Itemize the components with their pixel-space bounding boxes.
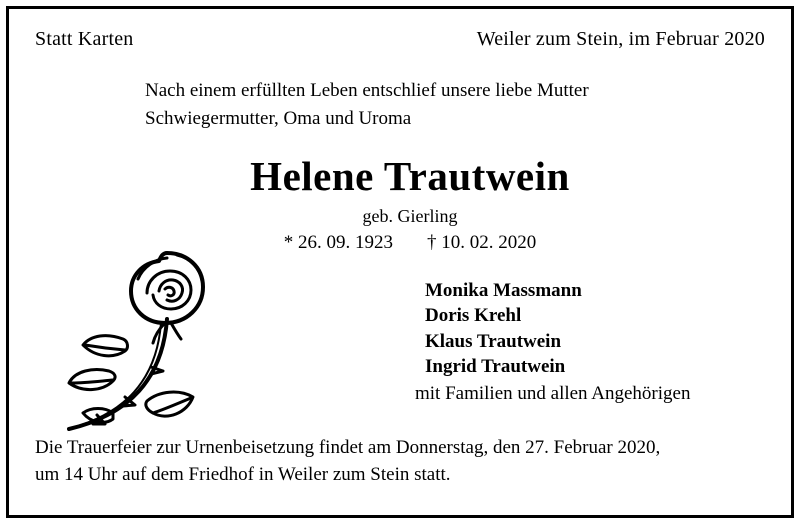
intro-line-1: Nach einem erfüllten Leben entschlief unsere liebe Mutter [145,80,589,101]
survivors-family-line: mit Familien und allen Angehörigen [415,383,691,405]
rose-icon [39,231,229,441]
header-left-text: Statt Karten [35,28,134,50]
list-item: Monika Massmann [425,280,582,302]
deceased-maiden-name: geb. Gierling [362,206,458,227]
intro-text [35,77,765,132]
closing-line-2: um 14 Uhr auf dem Friedhof in Weiler zum Stein statt. [35,464,451,486]
header-right-text: Weiler zum Stein, im Februar 2020 [476,28,765,50]
list-item: Ingrid Trautwein [425,355,566,377]
closing-text [35,434,765,489]
intro-line-2: Schwiegermutter, Oma und Uroma [145,107,412,129]
death-date: † 10. 02. 2020 [427,232,537,254]
list-item: Klaus Trautwein [425,330,562,352]
notice-content [9,9,791,515]
birth-date: * 26. 09. 1923 [283,232,393,254]
closing-line-1: Die Trauerfeier zur Urnenbeisetzung findet am Donnerstag, den 27. Februar 2020, [35,436,661,458]
notice-border [6,6,794,518]
deceased-name: Helene Trautwein [250,153,570,200]
notice-header [35,27,765,51]
list-item: Doris Krehl [425,305,522,327]
